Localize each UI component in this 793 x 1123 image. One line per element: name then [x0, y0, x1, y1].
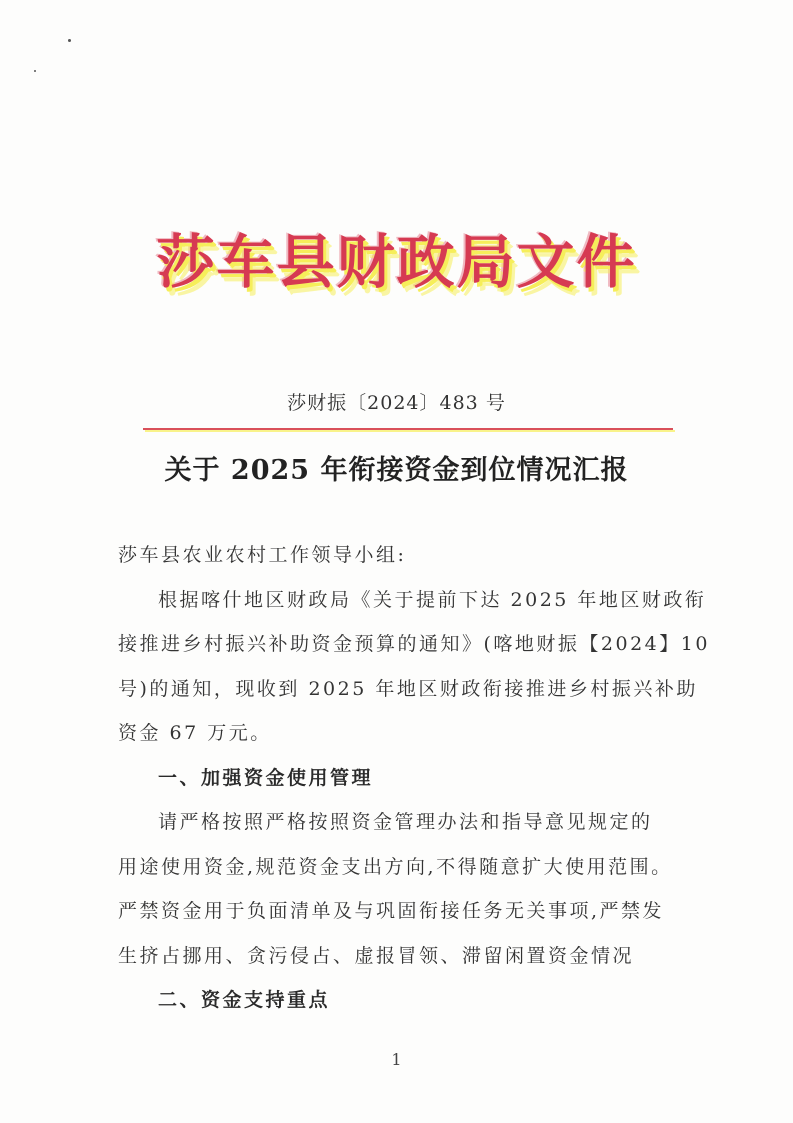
issuer-title: 莎车县财政局文件: [156, 228, 637, 296]
paragraph-funding-notice: [118, 578, 710, 756]
salutation: 莎车县农业农村工作领导小组:: [118, 544, 407, 566]
document-number: 莎财振〔2024〕483 号: [287, 392, 506, 414]
paragraph-line: 严禁资金用于负面清单及与巩固衔接任务无关事项,严禁发: [118, 900, 665, 922]
paragraph-line: 生挤占挪用、贪污侵占、虚报冒领、滞留闲置资金情况: [118, 944, 635, 967]
paragraph-line: 根据喀什地区财政局《关于提前下达 2025 年地区财政衔: [158, 588, 707, 611]
report-title: 关于 2025 年衔接资金到位情况汇报: [164, 455, 629, 486]
scan-speck: [34, 70, 36, 72]
document-body: [118, 533, 710, 1023]
paragraph-line: 请严格按照严格按照资金管理办法和指导意见规定的: [158, 811, 653, 833]
scan-speck: [68, 39, 71, 42]
paragraph-line: 用途使用资金,规范资金支出方向,不得随意扩大使用范围。: [118, 855, 673, 878]
paragraph-line: 资金 67 万元。: [118, 722, 272, 744]
paragraph-fund-management: [118, 800, 678, 978]
paragraph-line: 号)的通知，现收到 2025 年地区财政衔接推进乡村振兴补助: [118, 677, 698, 700]
red-separator-line: [143, 428, 673, 430]
section-heading-1: 一、加强资金使用管理: [158, 766, 374, 789]
section-heading-2: 二、资金支持重点: [158, 989, 331, 1011]
page-number: 1: [391, 1050, 402, 1069]
paragraph-line: 接推进乡村振兴补助资金预算的通知》(喀地财振【2024】10: [118, 633, 710, 655]
